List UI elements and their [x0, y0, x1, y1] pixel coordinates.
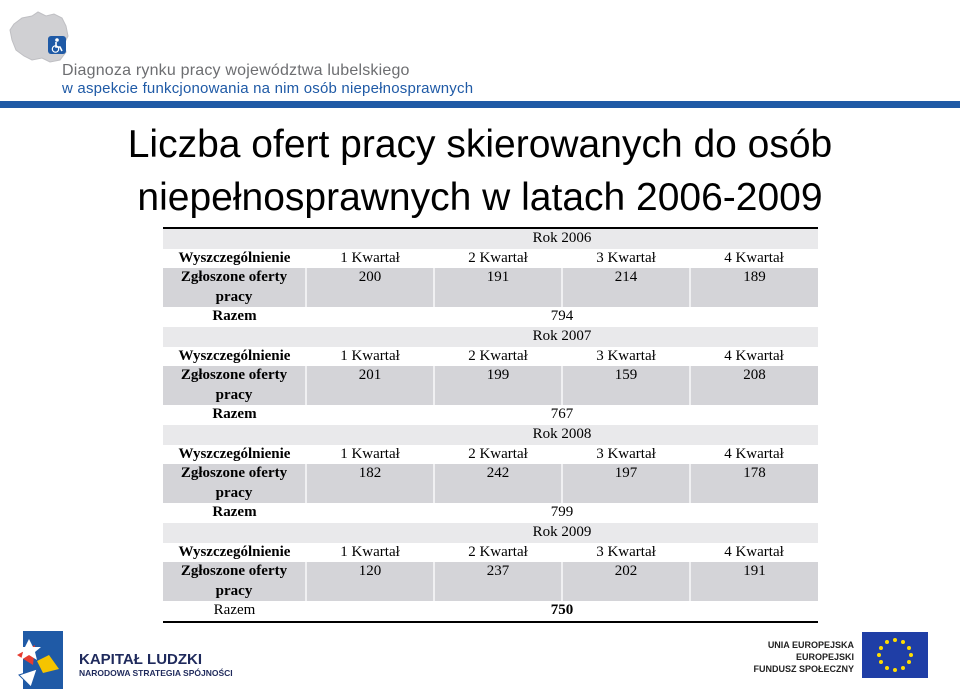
header-accent-bar: [0, 101, 960, 108]
table-row: [163, 484, 818, 504]
poland-map-wheelchair-icon: [8, 10, 72, 66]
offers-table: [163, 227, 818, 623]
table-total-row: [163, 601, 818, 622]
kapital-ludzki-subtitle: NARODOWA STRATEGIA SPÓJNOŚCI: [79, 668, 233, 678]
quarter-header: 1 Kwartał: [340, 249, 400, 266]
quarter-header: 2 Kwartał: [468, 445, 528, 462]
col-label: Wyszczególnienie: [178, 347, 291, 364]
quarter-header: 4 Kwartał: [724, 445, 784, 462]
quarter-header: 3 Kwartał: [596, 543, 656, 560]
table-year-row: [163, 327, 818, 347]
year-label: Rok 2008: [306, 425, 818, 445]
eu-text-line1: UNIA EUROPEJSKA: [767, 640, 854, 650]
slide-title-line1: Liczba ofert pracy skierowanych do osób: [127, 123, 833, 166]
total-value: 799: [550, 504, 574, 521]
year-label: Rok 2007: [306, 327, 818, 347]
col-label: Wyszczególnienie: [178, 543, 291, 560]
table-row: [163, 268, 818, 288]
table-total-row: [163, 307, 818, 327]
table-year-row: [163, 228, 818, 249]
table-row: [163, 288, 818, 308]
table-total-row: [163, 405, 818, 425]
slide-title-line2: niepełnosprawnych w latach 2006-2009: [137, 176, 823, 219]
eu-flag-icon: [862, 632, 928, 678]
row-label: Zgłoszone oferty: [163, 562, 306, 582]
table-year-row: [163, 523, 818, 543]
table-header-row: [163, 347, 818, 367]
quarter-header: 2 Kwartał: [468, 347, 528, 364]
table-cell: 242: [434, 464, 562, 484]
quarter-header: 4 Kwartał: [724, 249, 784, 266]
quarter-header: 3 Kwartał: [596, 249, 656, 266]
col-label: Wyszczególnienie: [178, 249, 291, 266]
quarter-header: 2 Kwartał: [468, 249, 528, 266]
year-label: Rok 2006: [306, 228, 818, 249]
row-label: pracy: [163, 582, 306, 602]
table-cell: 182: [306, 464, 434, 484]
eu-text-line2: EUROPEJSKI: [795, 652, 854, 662]
quarter-header: 3 Kwartał: [596, 445, 656, 462]
quarter-header: 4 Kwartał: [724, 347, 784, 364]
table-cell: 201: [306, 366, 434, 386]
row-label: Zgłoszone oferty: [163, 464, 306, 484]
table-row: [163, 386, 818, 406]
col-label: Wyszczególnienie: [178, 445, 291, 462]
total-value: 750: [306, 601, 818, 622]
total-label: Razem: [163, 601, 306, 622]
row-label: Zgłoszone oferty: [163, 366, 306, 386]
table-cell: 202: [562, 562, 690, 582]
kapital-ludzki-title: KAPITAŁ LUDZKI: [79, 651, 203, 668]
table-total-row: [163, 503, 818, 523]
table-cell: 200: [306, 268, 434, 288]
row-label: pracy: [163, 484, 306, 504]
year-label: Rok 2009: [306, 523, 818, 543]
quarter-header: 4 Kwartał: [724, 543, 784, 560]
total-label: Razem: [212, 308, 257, 325]
quarter-header: 3 Kwartał: [596, 347, 656, 364]
table-header-row: [163, 445, 818, 465]
quarter-header: 1 Kwartał: [340, 543, 400, 560]
table-cell: 208: [690, 366, 818, 386]
slide-title: [0, 118, 960, 224]
total-label: Razem: [212, 406, 257, 423]
total-value: 767: [550, 406, 574, 423]
header-title-line1: Diagnoza rynku pracy województwa lubelskiego: [62, 62, 410, 79]
table-header-row: [163, 543, 818, 563]
table-row: [163, 366, 818, 386]
quarter-header: 2 Kwartał: [468, 543, 528, 560]
row-label: pracy: [163, 288, 306, 308]
table-cell: 214: [562, 268, 690, 288]
table-cell: 178: [690, 464, 818, 484]
header: [0, 0, 960, 108]
header-title-line2: w aspekcie funkcjonowania na nim osób niepełnosprawnych: [62, 80, 474, 97]
table-cell: 189: [690, 268, 818, 288]
table-row: [163, 582, 818, 602]
total-label: Razem: [212, 504, 257, 521]
table-cell: 191: [434, 268, 562, 288]
table-cell: 199: [434, 366, 562, 386]
kapital-ludzki-logo-icon: [15, 625, 75, 695]
row-label: pracy: [163, 386, 306, 406]
table-cell: 120: [306, 562, 434, 582]
row-label: Zgłoszone oferty: [163, 268, 306, 288]
table-row: [163, 562, 818, 582]
table-cell: 197: [562, 464, 690, 484]
table-header-row: [163, 249, 818, 269]
total-value: 794: [550, 308, 574, 325]
table-cell: 237: [434, 562, 562, 582]
quarter-header: 1 Kwartał: [340, 445, 400, 462]
eu-text-line3: FUNDUSZ SPOŁECZNY: [753, 664, 854, 674]
table-cell: 191: [690, 562, 818, 582]
table-year-row: [163, 425, 818, 445]
eu-fund-text: [732, 639, 854, 675]
table-cell: 159: [562, 366, 690, 386]
table-row: [163, 464, 818, 484]
quarter-header: 1 Kwartał: [340, 347, 400, 364]
